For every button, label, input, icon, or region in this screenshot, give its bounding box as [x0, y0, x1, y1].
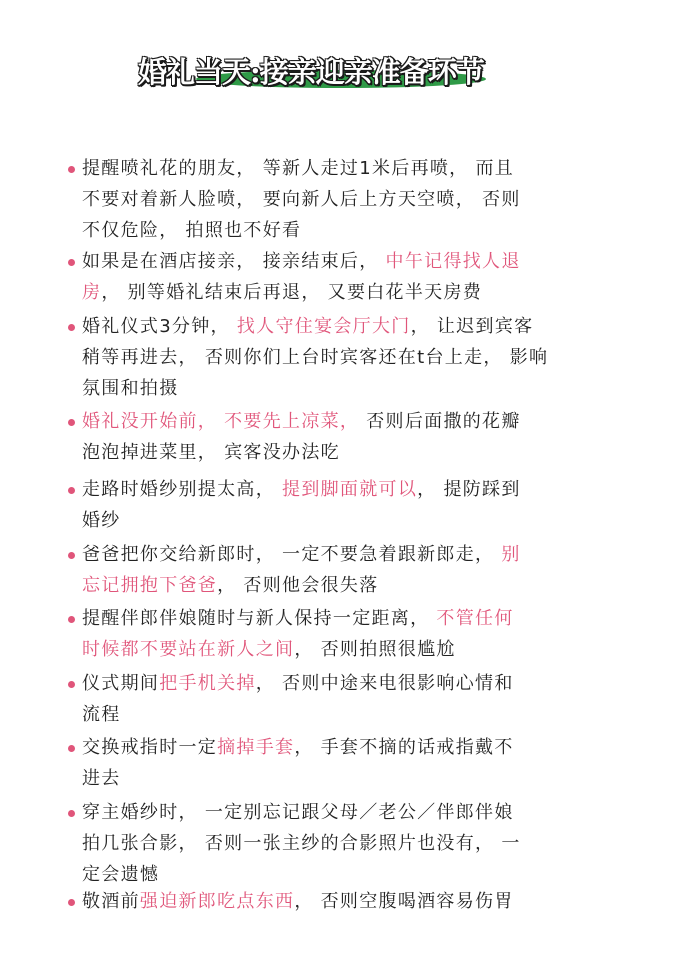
bullet-dot-icon: [68, 681, 75, 688]
tip-line: [72, 342, 632, 373]
highlight-text: 把手机关掉: [159, 673, 256, 694]
tip-text: 交换戒指时一定: [82, 737, 218, 758]
tip-item: [72, 474, 632, 536]
tip-item: [72, 668, 632, 730]
tip-text: 进去: [82, 768, 121, 789]
highlight-text: 找人守住宴会厅大门: [236, 316, 411, 337]
tip-line: [72, 184, 632, 215]
tip-text: 流程: [82, 704, 121, 725]
tip-text: 泡泡掉进菜里， 宾客没办法吃: [82, 442, 340, 463]
page-title: 婚礼当天:接亲迎亲准备环节: [138, 55, 484, 89]
tip-text: 拍几张合影， 否则一张主纱的合影照片也没有， 一: [82, 833, 521, 854]
tip-text: 氛围和拍摄: [82, 378, 179, 399]
tip-text: ， 别等婚礼结束后再退， 又要白花半天房费: [101, 282, 483, 303]
highlight-text: 摘掉手套: [217, 737, 295, 758]
highlight-text: 提到脚面就可以: [282, 479, 418, 500]
tip-line: [72, 153, 632, 184]
tip-text: 仪式期间: [82, 673, 160, 694]
tip-item: [72, 153, 632, 246]
bullet-dot-icon: [68, 745, 75, 752]
bullet-dot-icon: [68, 419, 75, 426]
tip-line: [72, 437, 632, 468]
tip-text: 定会遗憾: [82, 864, 160, 885]
bullet-dot-icon: [68, 899, 75, 906]
highlight-text: 中午记得找人退: [385, 251, 521, 272]
tip-text: 不仅危险， 拍照也不好看: [82, 220, 302, 241]
tip-line: [72, 797, 632, 828]
highlight-text: 强迫新郎吃点东西: [139, 891, 295, 912]
tip-item: [72, 246, 632, 308]
bullet-dot-icon: [68, 259, 75, 266]
highlight-text: 忘记拥抱下爸爸: [82, 575, 218, 596]
tip-line: [72, 732, 632, 763]
tip-item: [72, 732, 632, 794]
page-title-banner: [138, 48, 538, 92]
tip-text: ， 提防踩到: [417, 479, 521, 500]
bullet-dot-icon: [68, 166, 75, 173]
tip-line: [72, 699, 632, 730]
highlight-text: 别: [501, 544, 521, 565]
tip-item: [72, 886, 632, 917]
tip-item: [72, 603, 632, 665]
bullet-dot-icon: [68, 810, 75, 817]
tip-item: [72, 311, 632, 404]
tip-line: [72, 886, 632, 917]
highlight-text: 房: [82, 282, 102, 303]
tip-line: [72, 668, 632, 699]
tip-line: [72, 406, 632, 437]
tip-text: 稍等再进去， 否则你们上台时宾客还在t台上走， 影响: [82, 347, 549, 368]
tip-text: 爸爸把你交给新郎时， 一定不要急着跟新郎走，: [82, 544, 502, 565]
tip-line: [72, 215, 632, 246]
tip-text: ， 否则他会很失落: [217, 575, 379, 596]
tip-text: ， 让迟到宾客: [410, 316, 534, 337]
highlight-text: 不管任何: [436, 608, 514, 629]
tip-text: ， 手套不摘的话戒指戴不: [294, 737, 514, 758]
highlight-text: 时候都不要站在新人之间: [82, 639, 295, 660]
tip-text: ， 否则中途来电很影响心情和: [255, 673, 514, 694]
tip-item: [72, 406, 632, 468]
tip-text: ， 否则空腹喝酒容易伤胃: [294, 891, 514, 912]
tip-item: [72, 539, 632, 601]
tip-line: [72, 311, 632, 342]
tip-line: [72, 505, 632, 536]
tip-text: 提醒伴郎伴娘随时与新人保持一定距离，: [82, 608, 437, 629]
tip-item: [72, 797, 632, 890]
tip-text: 走路时婚纱别提太高，: [82, 479, 283, 500]
tip-line: [72, 603, 632, 634]
tip-line: [72, 277, 632, 308]
tip-line: [72, 763, 632, 794]
tip-line: [72, 474, 632, 505]
tip-text: 不要对着新人脸喷， 要向新人后上方天空喷， 否则: [82, 189, 521, 210]
tip-text: 穿主婚纱时， 一定别忘记跟父母／老公／伴郎伴娘: [82, 802, 514, 823]
tip-line: [72, 634, 632, 665]
tip-line: [72, 828, 632, 859]
tip-text: 婚礼仪式3分钟，: [82, 316, 237, 337]
tip-text: 否则后面撒的花瓣: [366, 411, 521, 432]
tip-line: [72, 373, 632, 404]
tip-text: 婚纱: [82, 510, 121, 531]
tip-line: [72, 539, 632, 570]
bullet-dot-icon: [68, 616, 75, 623]
bullet-dot-icon: [68, 324, 75, 331]
tip-text: 敬酒前: [82, 891, 140, 912]
highlight-text: 婚礼没开始前， 不要先上凉菜，: [82, 411, 367, 432]
tip-text: ， 否则拍照很尴尬: [294, 639, 456, 660]
bullet-dot-icon: [68, 487, 75, 494]
tip-text: 提醒喷礼花的朋友， 等新人走过1米后再喷， 而且: [82, 158, 515, 179]
tip-line: [72, 570, 632, 601]
tip-text: 如果是在酒店接亲， 接亲结束后，: [82, 251, 386, 272]
tip-line: [72, 246, 632, 277]
bullet-dot-icon: [68, 552, 75, 559]
